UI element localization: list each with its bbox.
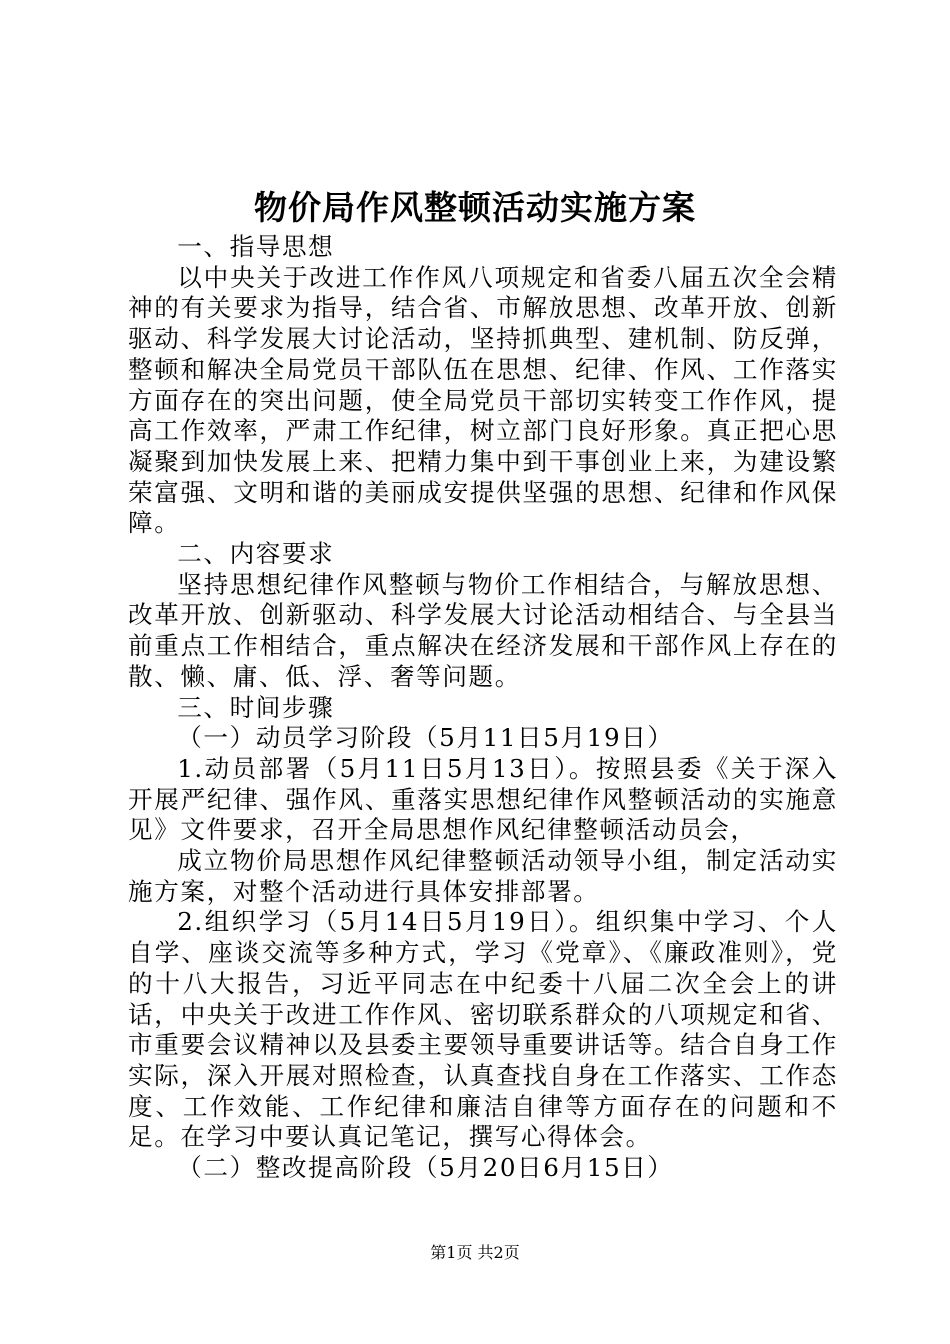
section-heading-time-steps: 三、时间步骤 (177, 692, 335, 722)
document-title: 物价局作风整顿活动实施方案 (254, 188, 696, 227)
paragraph-mobilization-deployment: 1.动员部署（5月11日5月13日）。按照县委《关于深入开展严纪律、强作风、重落实思想纪律作风整顿活动的实施意见》文件要求，召开全局思想作风纪律整顿活动员会， (128, 753, 838, 845)
subsection-heading-mobilization: （一）动员学习阶段（5月11日5月19日） (177, 723, 674, 753)
paragraph-leading-group: 成立物价局思想作风纪律整顿活动领导小组，制定活动实施方案，对整个活动进行具体安排部署。 (128, 846, 838, 906)
subsection-heading-rectification: （二）整改提高阶段（5月20日6月15日） (177, 1153, 674, 1183)
page-footer: 第1页 共2页 (430, 1243, 520, 1262)
section-heading-guiding-ideology: 一、指导思想 (177, 232, 335, 261)
section-heading-content-requirements: 二、内容要求 (177, 539, 335, 569)
paragraph-guiding-ideology: 以中央关于改进工作作风八项规定和省委八届五次全会精神的有关要求为指导，结合省、市解放思想、改革开放、创新驱动、科学发展大讨论活动，坚持抓典型、建机制、防反弹，整顿和解决全局党员干部队伍在思想、纪律、作风、工作落实方面存在的突出问题，使全局党员干部切实转变工作作风，提高工作效率，严肃工作纪律，树立部门良好形象。真正把心思凝聚到加快发展上来、把精力集中到干事创业上来，为建设繁荣富强、文明和谐的美丽成安提供坚强的思想、纪律和作风保障。 (128, 262, 838, 538)
document-body (128, 232, 838, 1184)
paragraph-organize-study: 2.组织学习（5月14日5月19日）。组织集中学习、个人自学、座谈交流等多种方式，学习《党章》、《廉政准则》，党的十八大报告，习近平同志在中纪委十八届二次全会上的讲话，中央关于改进工作作风、密切联系群众的八项规定和省、市重要会议精神以及县委主要领导重要讲话等。结合自身工作实际，深入开展对照检查，认真查找自身在工作落实、工作态度、工作效能、工作纪律和廉洁自律等方面存在的问题和不足。在学习中要认真记笔记，撰写心得体会。 (128, 907, 838, 1152)
paragraph-content-requirements: 坚持思想纪律作风整顿与物价工作相结合，与解放思想、改革开放、创新驱动、科学发展大讨论活动相结合、与全县当前重点工作相结合，重点解决在经济发展和干部作风上存在的散、懒、庸、低、浮、奢等问题。 (128, 569, 838, 691)
